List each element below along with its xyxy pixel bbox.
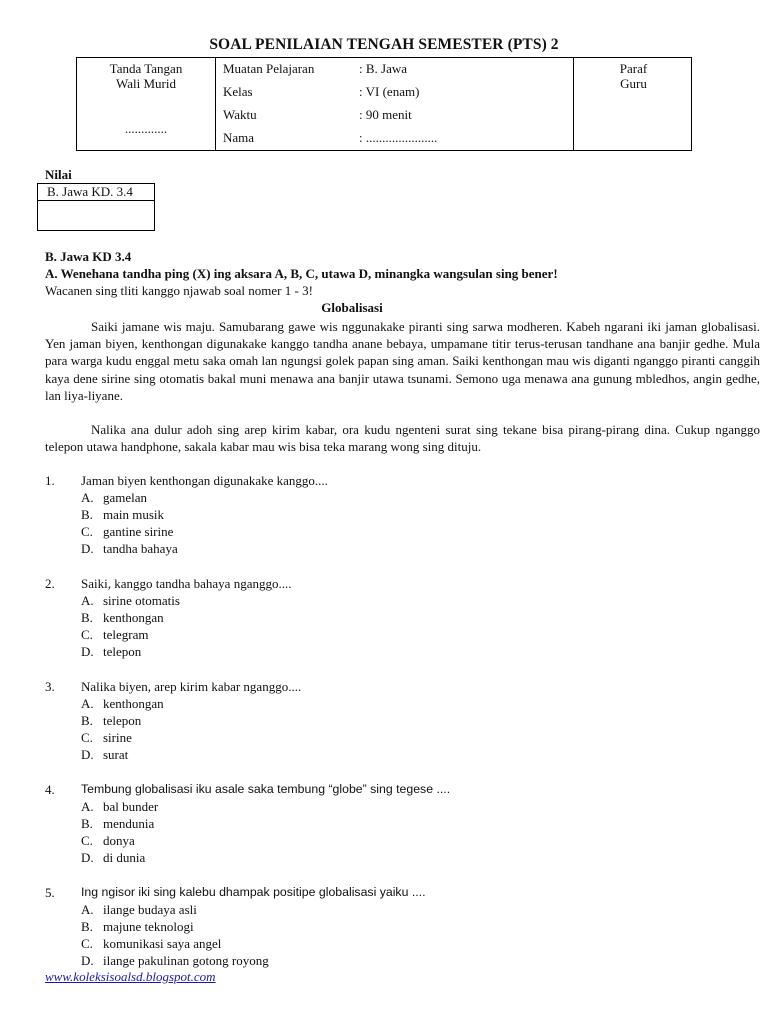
time-label: Waktu [223, 107, 257, 122]
section-heading: B. Jawa KD 3.4 [45, 249, 132, 264]
option-text: gantine sirine [103, 524, 174, 539]
option-text: telepon [103, 713, 142, 728]
option-letter: B. [81, 610, 93, 625]
question-number: 4. [45, 782, 55, 797]
option-text: donya [103, 833, 135, 848]
signature-cell [77, 58, 216, 150]
reading-title: Globalisasi [321, 300, 383, 315]
option-letter: C. [81, 524, 93, 539]
option-text: ilange budaya asli [103, 902, 197, 917]
name-value: : ...................... [359, 130, 438, 145]
instruction: A. Wenehana tandha ping (X) ing aksara A, B, C, utawa D, minangka wangsulan sing bener! [45, 266, 558, 281]
option-letter: A. [81, 799, 94, 814]
option-letter: D. [81, 541, 94, 556]
option-letter: C. [81, 730, 93, 745]
option-letter: A. [81, 593, 94, 608]
option-letter: B. [81, 507, 93, 522]
option-letter: A. [81, 490, 94, 505]
option-text: sirine [103, 730, 132, 745]
subinstruction: Wacanen sing tliti kanggo njawab soal nomer 1 - 3! [45, 283, 313, 298]
nilai-box [37, 183, 155, 231]
class-value: : VI (enam) [359, 84, 420, 99]
option-text: ilange pakulinan gotong royong [103, 953, 269, 968]
option-letter: D. [81, 644, 94, 659]
header-table [76, 57, 692, 151]
option-letter: C. [81, 627, 93, 642]
question-text: Tembung globalisasi iku asale saka tembung “globe” sing tegese .... [81, 782, 451, 796]
option-text: kenthongan [103, 610, 164, 625]
option-text: main musik [103, 507, 165, 522]
option-letter: A. [81, 696, 94, 711]
question-text: Saiki, kanggo tandha bahaya nganggo.... [81, 576, 292, 591]
subject-value: : B. Jawa [359, 61, 408, 76]
paraf-label-1: Paraf [619, 61, 648, 76]
option-text: telepon [103, 644, 142, 659]
signature-dots: ............. [124, 121, 168, 136]
option-text: surat [103, 747, 129, 762]
footer-link[interactable]: www.koleksisoalsd.blogspot.com [45, 969, 216, 984]
option-text: majune teknologi [103, 919, 194, 934]
option-text: gamelan [103, 490, 148, 505]
option-text: tandha bahaya [103, 541, 178, 556]
nilai-box-header: B. Jawa KD. 3.4 [38, 184, 154, 201]
option-text: bal bunder [103, 799, 159, 814]
question-number: 1. [45, 473, 55, 488]
time-value: : 90 menit [359, 107, 412, 122]
class-label: Kelas [223, 84, 253, 99]
option-text: kenthongan [103, 696, 164, 711]
paraf-cell [573, 58, 693, 150]
reading-paragraph-1: Saiki jamane wis maju. Samubarang gawe wis nggunakake piranti sing sarwa modheren. Kabeh ngarani iki jaman globalisasi. Yen jaman biyen, kenthongan digunakake kanggo tandha anane bebaya, umpamane titir terus-terusan tandhane ana banjir gedhe. Mula para warga kudu enggal metu saka omah lan ngungsi golek papan sing aman. Saiki kenthongan mau wis diganti nganggo piranti canggih kaya dene sirine sing otomatis bakal muni menawa ana banjir utawa tsunami. Semono uga menawa ana gunung mbledhos, angin gedhe, lan liya-liyane. [45, 319, 760, 403]
signature-label-1: Tanda Tangan [109, 61, 183, 76]
option-letter: B. [81, 816, 93, 831]
name-label: Nama [223, 130, 255, 145]
option-letter: D. [81, 747, 94, 762]
option-text: mendunia [103, 816, 155, 831]
nilai-label: Nilai [45, 167, 72, 182]
option-letter: B. [81, 713, 93, 728]
signature-label-2: Wali Murid [116, 76, 176, 91]
option-letter: C. [81, 936, 93, 951]
question-text: Nalika biyen, arep kirim kabar nganggo.... [81, 679, 302, 694]
question-number: 2. [45, 576, 55, 591]
option-letter: A. [81, 902, 94, 917]
option-letter: B. [81, 919, 93, 934]
option-letter: C. [81, 833, 93, 848]
question-number: 3. [45, 679, 55, 694]
option-text: komunikasi saya angel [103, 936, 222, 951]
option-letter: D. [81, 850, 94, 865]
page-title: SOAL PENILAIAN TENGAH SEMESTER (PTS) 2 [209, 36, 559, 53]
reading-paragraph-2: Nalika ana dulur adoh sing arep kirim kabar, ora kudu ngenteni surat sing tekane bisa pirang-pirang dina. Cukup nganggo telepon utawa handphone, sakala kabar mau wis bisa teka marang wong sing dituju. [45, 422, 760, 455]
question-number: 5. [45, 885, 55, 900]
option-text: di dunia [103, 850, 146, 865]
question-text: Ing ngisor iki sing kalebu dhampak positipe globalisasi yaiku .... [81, 885, 426, 899]
option-text: telegram [103, 627, 149, 642]
question-text: Jaman biyen kenthongan digunakake kanggo.... [81, 473, 328, 488]
paraf-label-2: Guru [620, 76, 647, 91]
option-letter: D. [81, 953, 94, 968]
option-text: sirine otomatis [103, 593, 180, 608]
subject-label: Muatan Pelajaran [223, 61, 315, 76]
